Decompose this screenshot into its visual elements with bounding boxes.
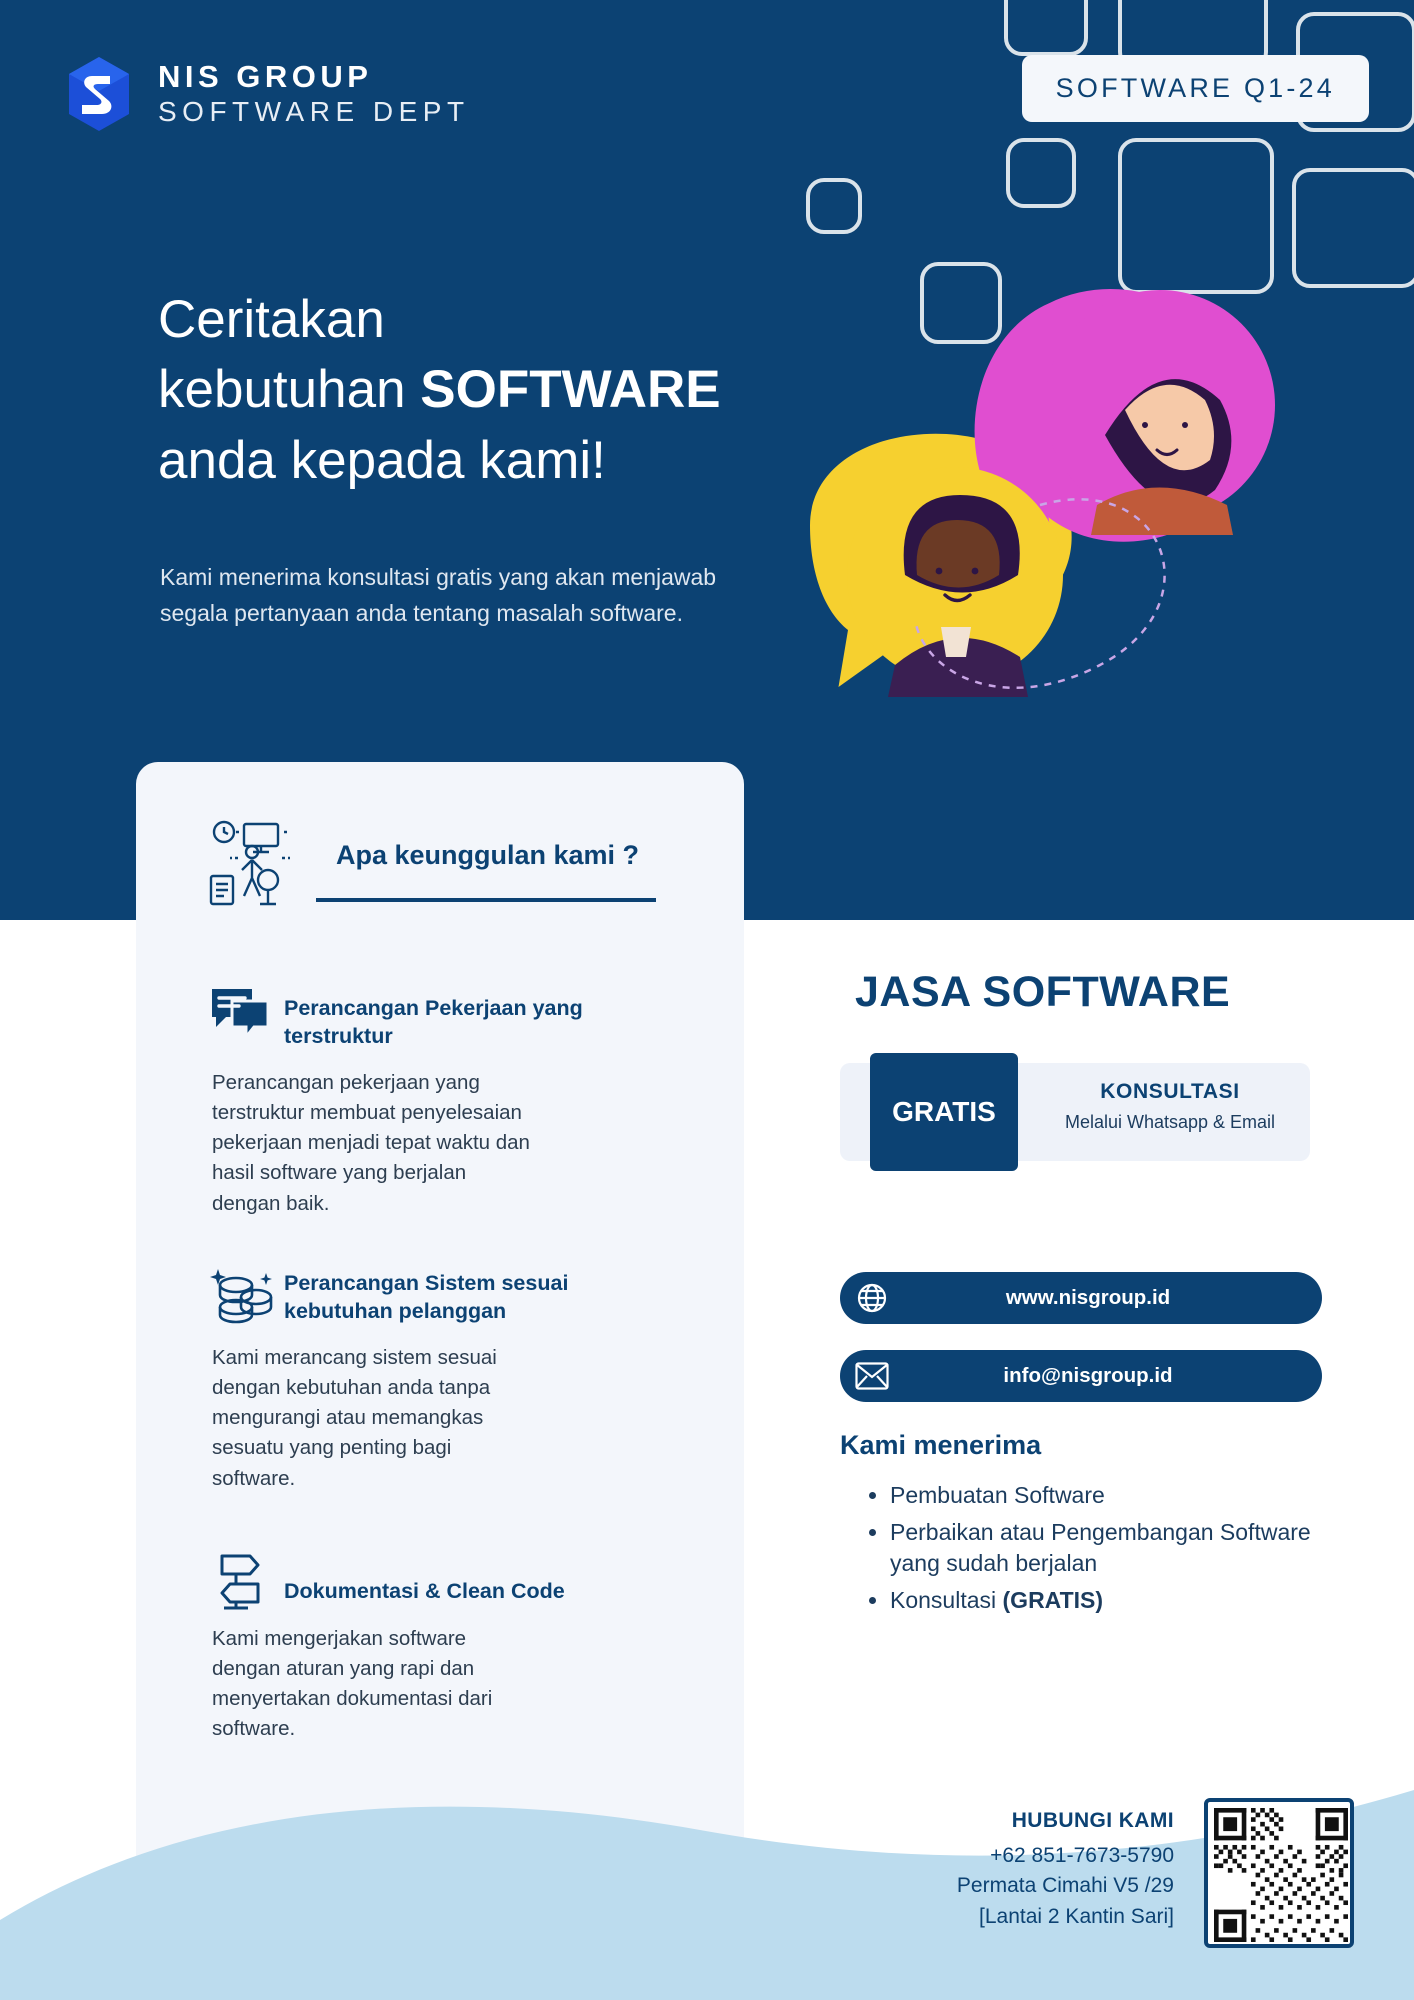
feature-3-body: Kami mengerjakan software dengan aturan yang rapi dan menyertakan dokumentasi dari software. <box>212 1626 493 1740</box>
logo-title: NIS GROUP <box>158 59 373 95</box>
decor-square <box>1006 138 1076 208</box>
website-button-label: www.nisgroup.id <box>1005 1286 1171 1309</box>
feature-1 <box>0 995 608 1219</box>
headline-line-3: anda kepada kami! <box>158 430 606 490</box>
list-item-text: Perbaikan atau Pengembangan Software yang sudah berjalan <box>890 1518 1311 1577</box>
accept-title: Kami menerima <box>840 1430 1042 1460</box>
konsultasi-text <box>1040 1080 1300 1133</box>
qr-code[interactable] <box>1204 1798 1354 1948</box>
decor-square <box>806 178 862 234</box>
email-button-label: info@nisgroup.id <box>1003 1364 1173 1387</box>
list-item-strong: (GRATIS) <box>1002 1587 1104 1614</box>
konsultasi-title: KONSULTASI <box>1100 1080 1240 1103</box>
decor-square <box>1292 168 1414 288</box>
website-button[interactable] <box>840 1272 1322 1324</box>
logo-subtitle: SOFTWARE DEPT <box>158 96 470 128</box>
logo-mark-icon <box>66 55 132 133</box>
qr-code-glyph <box>1214 1808 1348 1942</box>
card-title: Apa keunggulan kami ? <box>336 840 640 870</box>
wave-decoration <box>0 1670 1414 2000</box>
feature-1-title: Perancangan Pekerjaan yang terstruktur <box>284 996 583 1048</box>
list-item-text: Konsultasi <box>890 1587 1003 1614</box>
contact-block <box>957 1806 1174 1932</box>
headline-line-1: Ceritakan <box>158 290 385 349</box>
konsultasi-subtitle: Melalui Whatsapp & Email <box>1064 1112 1276 1132</box>
feature-1-head <box>0 995 608 1050</box>
hero-illustration <box>745 275 1365 745</box>
feature-1-body: Perancangan pekerjaan yang terstruktur membuat penyelesaian pekerjaan menjadi tepat waktu dan hasil software yang berjalan dengan baik. <box>212 1071 530 1215</box>
contact-address-2: [Lantai 2 Kantin Sari] <box>979 1904 1174 1928</box>
quarter-badge: SOFTWARE Q1-24 <box>1022 55 1369 122</box>
brand-logo <box>66 55 470 133</box>
list-item <box>890 1517 1350 1580</box>
services-title: JASA SOFTWARE <box>855 968 1231 1016</box>
feature-2-body: Kami merancang sistem sesuai dengan kebutuhan anda tanpa mengurangi atau memangkas sesuatu yang penting bagi software. <box>212 1346 497 1490</box>
list-item-text: Pembuatan Software <box>890 1482 1105 1508</box>
achievement-icon <box>208 818 304 908</box>
headline-line-2-strong: SOFTWARE <box>420 360 721 420</box>
feature-2-head <box>0 1270 608 1325</box>
accept-list <box>890 1480 1350 1622</box>
feature-2 <box>0 1270 608 1494</box>
headline-line-2-prefix: kebutuhan <box>158 360 421 420</box>
title-underline <box>316 898 656 902</box>
globe-icon <box>840 1282 904 1314</box>
email-button[interactable] <box>840 1350 1322 1402</box>
contact-address-1: Permata Cimahi V5 /29 <box>956 1874 1174 1898</box>
feature-3-title: Dokumentasi & Clean Code <box>284 1579 565 1603</box>
feature-2-title: Perancangan Sistem sesuai kebutuhan pelanggan <box>284 1271 569 1323</box>
feature-3-head <box>0 1578 608 1606</box>
envelope-icon <box>840 1362 904 1390</box>
contact-phone: +62 851-7673-5790 <box>990 1843 1174 1867</box>
contact-heading: HUBUNGI KAMI <box>1011 1809 1174 1833</box>
list-item <box>890 1480 1350 1512</box>
card-title-row <box>336 840 639 871</box>
decor-square <box>1004 0 1088 56</box>
decor-square <box>1118 138 1274 294</box>
list-item <box>890 1585 1350 1617</box>
hero-subtext: Kami menerima konsultasi gratis yang akan menjawab segala pertanyaan anda tentang masalah software. <box>160 564 717 626</box>
gratis-tag: GRATIS <box>870 1053 1018 1171</box>
